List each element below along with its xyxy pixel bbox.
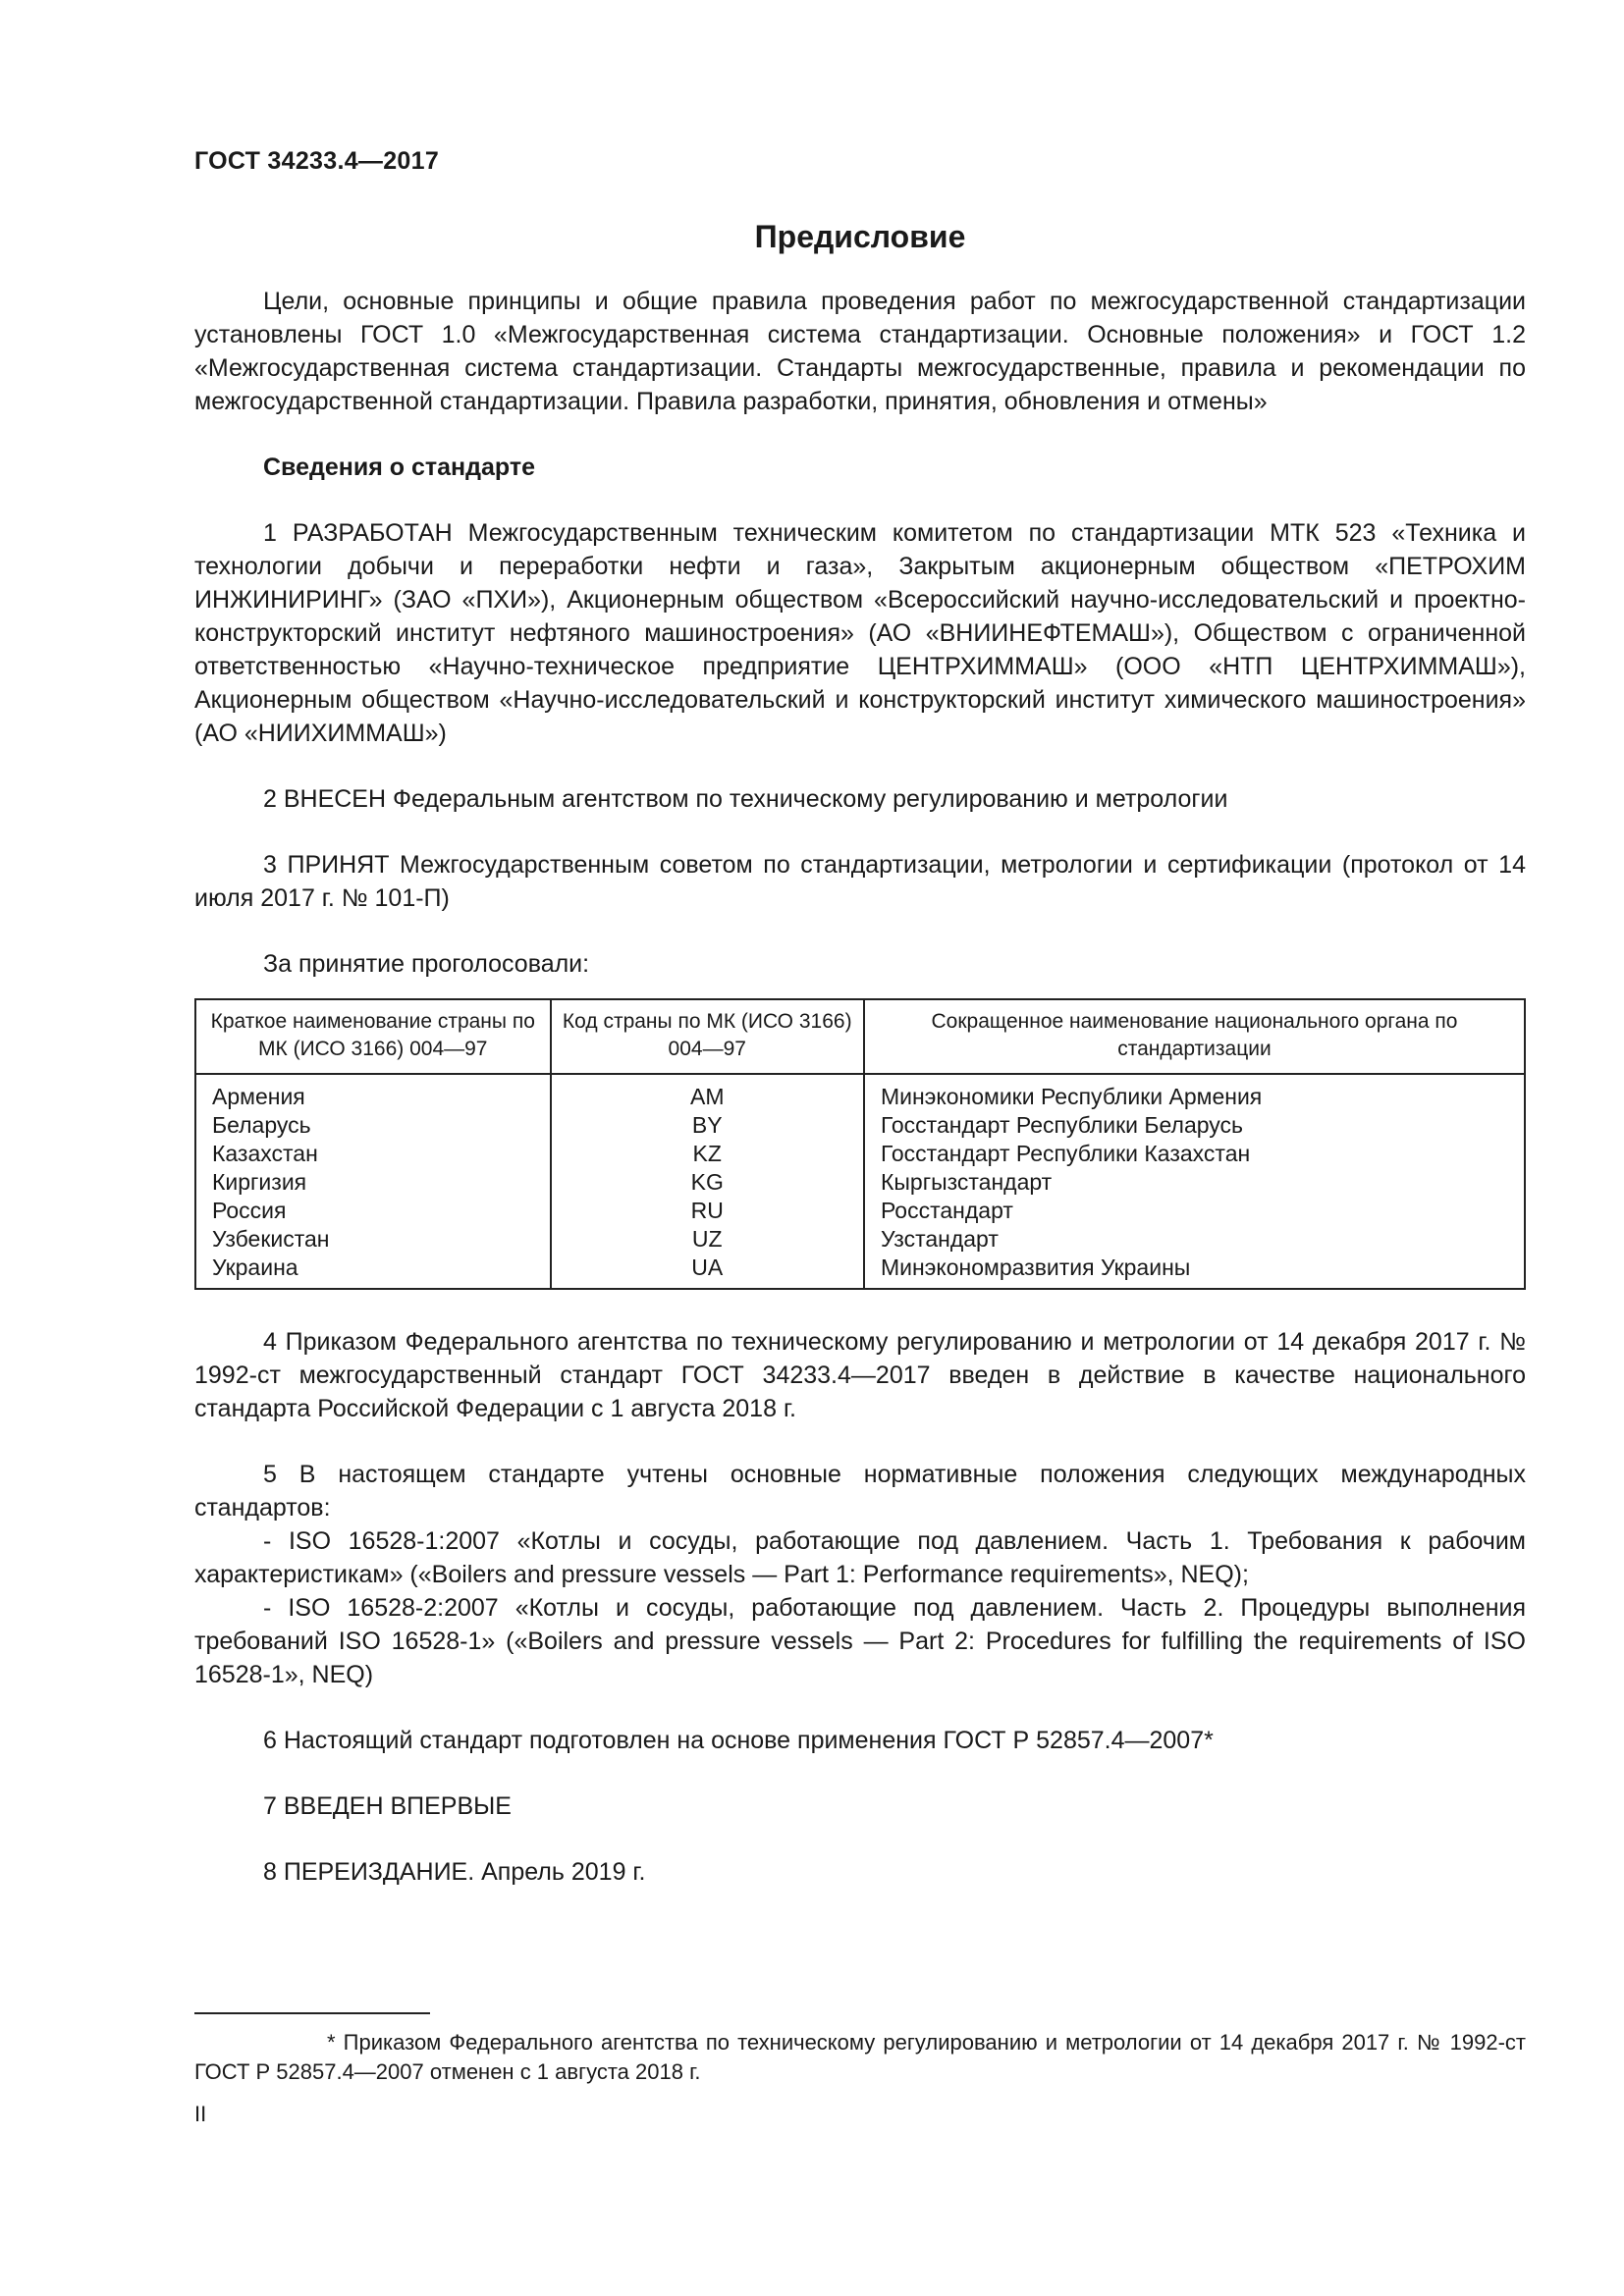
page-number: II: [194, 2102, 207, 2126]
table-header-country: Краткое наименование страны по МК (ИСО 3166) 004—97: [195, 999, 551, 1074]
country-name: Казахстан: [212, 1141, 318, 1166]
item-5-reference-2: - ISO 16528-2:2007 «Котлы и сосуды, работающие под давлением. Часть 2. Процедуры выполнения требований ISO 16528-1» («Boilers and pressure vessels — Part 2: Procedures for fulfilling the requirements of ISO 16528-1», NEQ): [194, 1594, 1526, 1688]
item-8-reissue: 8 ПЕРЕИЗДАНИЕ. Апрель 2019 г.: [263, 1858, 646, 1886]
body-column: [864, 1074, 1525, 1289]
standards-body: Кыргызстандарт: [880, 1169, 1053, 1195]
standards-body: Госстандарт Республики Беларусь: [880, 1112, 1244, 1138]
country-name: Узбекистан: [212, 1226, 330, 1252]
country-name: Украина: [212, 1255, 298, 1280]
item-5-intro: 5 В настоящем стандарте учтены основные нормативные положения следующих международных стандартов:: [194, 1461, 1526, 1522]
country-code: AM: [689, 1084, 725, 1109]
item-4-order: 4 Приказом Федерального агентства по техническому регулированию и метрологии от 14 декабря 2017 г. № 1992-ст межгосударственный стандарт ГОСТ 34233.4—2017 введен в действие в качестве национального стандарта Российской Федерации с 1 августа 2018 г.: [194, 1328, 1526, 1422]
country-code: KZ: [692, 1141, 722, 1166]
standards-body: Узстандарт: [880, 1226, 999, 1252]
country-code: RU: [690, 1198, 724, 1223]
item-5-reference-1: - ISO 16528-1:2007 «Котлы и сосуды, работающие под давлением. Часть 1. Требования к рабочим характеристикам» («Boilers and pressure vessels — Part 1: Performance requirements», NEQ);: [194, 1527, 1526, 1588]
standards-body: Госстандарт Республики Казахстан: [880, 1141, 1251, 1166]
country-name: Беларусь: [212, 1112, 311, 1138]
voting-table: [194, 998, 1526, 1290]
country-name: Киргизия: [212, 1169, 307, 1195]
country-code: UZ: [691, 1226, 723, 1252]
voted-label: За принятие проголосовали:: [263, 950, 590, 978]
intro-paragraph: Цели, основные принципы и общие правила проведения работ по межгосударственной стандартизации установлены ГОСТ 1.0 «Межгосударственная система стандартизации. Основные положения» и ГОСТ 1.2 «Межгосударственная система стандартизации. Стандарты межгосударственные, правила и рекомендации по межгосударственной стандартизации. Правила разработки, принятия, обновления и отмены»: [194, 288, 1526, 415]
footnote: * Приказом Федерального агентства по техническому регулированию и метрологии от 14 декабря 2017 г. № 1992-ст ГОСТ Р 52857.4—2007 отменен с 1 августа 2018 г.: [194, 2030, 1526, 2084]
item-2-submitted: 2 ВНЕСЕН Федеральным агентством по техническому регулированию и метрологии: [263, 785, 1228, 813]
country-name: Армения: [212, 1084, 305, 1109]
country-code: KG: [690, 1169, 724, 1195]
standards-body: Минэкономики Республики Армения: [880, 1084, 1263, 1109]
standards-body: Минэкономразвития Украины: [880, 1255, 1191, 1280]
country-column: [195, 1074, 551, 1289]
table-header-code: Код страны по МК (ИСО 3166) 004—97: [551, 999, 864, 1074]
country-name: Россия: [212, 1198, 287, 1223]
table-header-body: Сокращенное наименование национального органа по стандартизации: [864, 999, 1525, 1074]
table-header-row: [195, 999, 1525, 1074]
footnote-divider: [194, 2012, 430, 2014]
section-heading: Сведения о стандарте: [263, 454, 536, 481]
table-row: [195, 1074, 1525, 1289]
item-6-basis: 6 Настоящий стандарт подготовлен на основе применения ГОСТ Р 52857.4—2007*: [263, 1727, 1214, 1754]
standard-code-header: ГОСТ 34233.4—2017: [194, 147, 440, 175]
document-page: [194, 147, 1526, 1889]
item-3-adopted: 3 ПРИНЯТ Межгосударственным советом по стандартизации, метрологии и сертификации (протокол от 14 июля 2017 г. № 101-П): [194, 851, 1526, 912]
country-code: UA: [691, 1255, 724, 1280]
code-column: [551, 1074, 864, 1289]
item-7-first-introduced: 7 ВВЕДЕН ВПЕРВЫЕ: [263, 1792, 512, 1820]
country-code: BY: [691, 1112, 723, 1138]
item-1-developed: 1 РАЗРАБОТАН Межгосударственным техническим комитетом по стандартизации МТК 523 «Техника и технологии добычи и переработки нефти и газа», Закрытым акционерным обществом «ПЕТРОХИМ ИНЖИНИРИНГ» (ЗАО «ПХИ»), Акционерным обществом «Всероссийский научно-исследовательский и проектно-конструкторский институт нефтяного машиностроения» (АО «ВНИИНЕФТЕМАШ»), Обществом с ограниченной ответственностью «Научно-техническое предприятие ЦЕНТРХИММАШ» (ООО «НТП ЦЕНТРХИММАШ»), Акционерным обществом «Научно-исследовательский и конструкторский институт химического машиностроения» (АО «НИИХИММАШ»): [194, 519, 1526, 747]
page-title: Предисловие: [754, 219, 966, 254]
standards-body: Росстандарт: [880, 1198, 1013, 1223]
